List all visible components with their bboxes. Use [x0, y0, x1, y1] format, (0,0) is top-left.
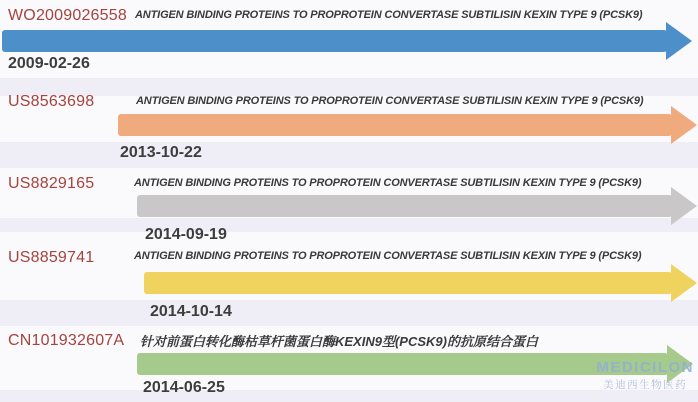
filing-date: 2009-02-26 [8, 55, 90, 72]
patent-number: CN101932607A [8, 332, 125, 349]
timeline-arrow-icon [137, 345, 693, 383]
patent-number: US8859741 [8, 249, 95, 266]
background-band [0, 142, 698, 168]
patent-number: US8563698 [8, 93, 95, 110]
filing-date: 2014-09-19 [145, 226, 227, 243]
background-band [0, 78, 698, 96]
patent-title: ANTIGEN BINDING PROTEINS TO PROPROTEIN CONVERTASE SUBTILISIN KEXIN TYPE 9 (PCSK9) [134, 250, 642, 262]
filing-date: 2014-06-25 [143, 379, 225, 396]
patent-title: ANTIGEN BINDING PROTEINS TO PROPROTEIN CONVERTASE SUBTILISIN KEXIN TYPE 9 (PCSK9) [136, 95, 644, 107]
filing-date: 2014-10-14 [150, 303, 232, 320]
patent-title: 针对前蛋白转化酶枯草杆菌蛋白酶KEXIN9型(PCSK9)的抗原结合蛋白 [140, 334, 538, 349]
patent-number: WO2009026558 [8, 7, 127, 24]
filing-date: 2013-10-22 [120, 144, 202, 161]
medicilon-logo-chinese: 美迪西生物医药 [603, 378, 688, 391]
background-band [0, 300, 698, 326]
timeline-arrow-icon [144, 264, 697, 302]
patent-title: ANTIGEN BINDING PROTEINS TO PROPROTEIN CONVERTASE SUBTILISIN KEXIN TYPE 9 (PCSK9) [134, 177, 642, 189]
patent-number: US8829165 [8, 175, 95, 192]
timeline-arrow-icon [118, 106, 697, 144]
background-band [0, 390, 698, 402]
timeline-arrow-icon [2, 22, 692, 60]
timeline-arrow-icon [137, 187, 697, 225]
patent-title: ANTIGEN BINDING PROTEINS TO PROPROTEIN CONVERTASE SUBTILISIN KEXIN TYPE 9 (PCSK9) [135, 9, 643, 21]
medicilon-logo-text: MEDICILON [596, 359, 694, 376]
